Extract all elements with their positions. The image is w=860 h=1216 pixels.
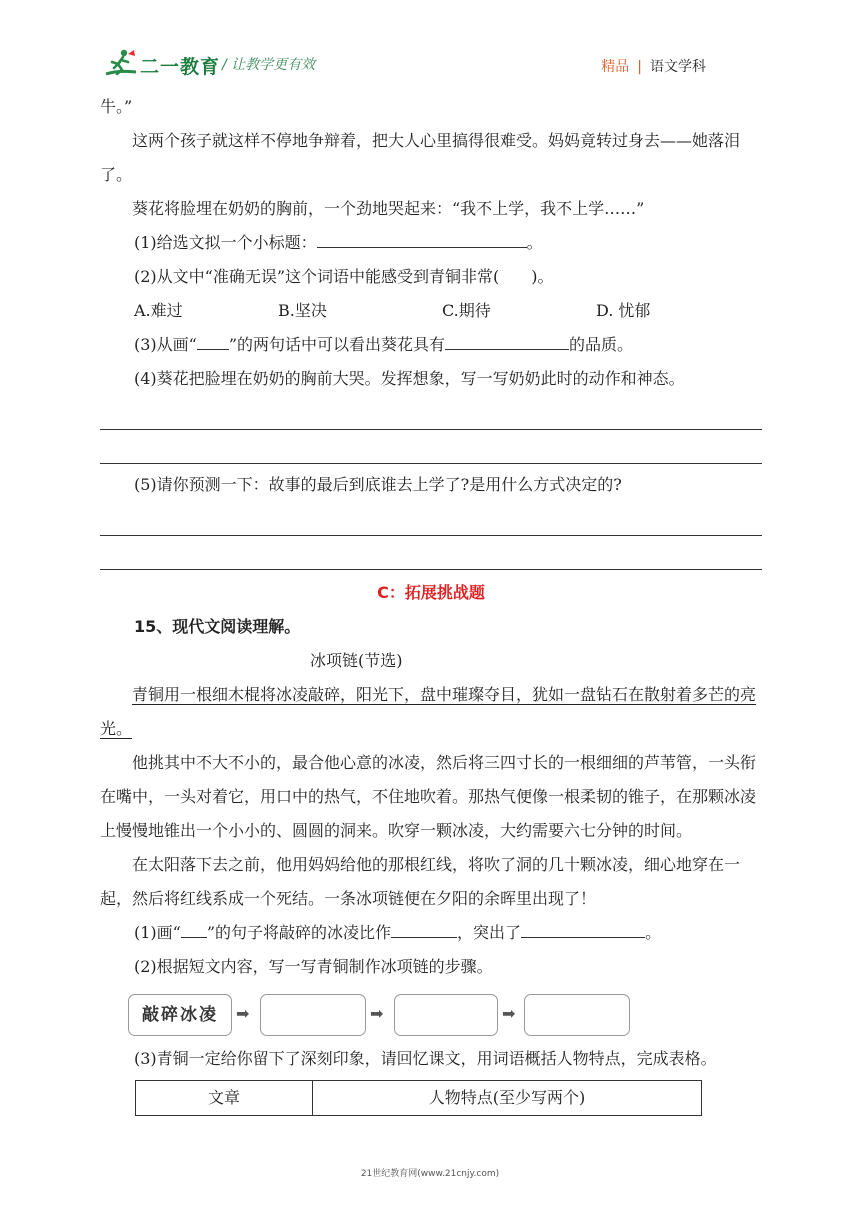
underline-mark — [181, 919, 207, 938]
question-15-3: (3)青铜一定给你留下了深刻印象，请回忆课文，用词语概括人物特点，完成表格。 — [134, 1049, 717, 1068]
passage-paragraph: 葵花将脸埋在奶奶的胸前，一个劲地哭起来：“我不上学，我不上学……” — [132, 199, 645, 218]
arrow-right-icon: ➡ — [502, 1004, 516, 1023]
answer-line[interactable] — [100, 502, 762, 536]
step-box-2[interactable] — [260, 994, 366, 1036]
worksheet-content — [100, 90, 762, 1116]
arrow-right-icon: ➡ — [370, 1004, 384, 1023]
slogan: / 让教学更有效 — [222, 57, 316, 73]
punctuation: 。 — [645, 923, 662, 942]
underlined-sentence: 青铜用一根细木棍将冰凌敲碎，阳光下，盘中璀璨夺目，犹如一盘钻石在散射着多芒的亮光。 — [100, 685, 757, 738]
passage-line: 牛。” — [100, 97, 133, 116]
header-separator: | — [637, 59, 642, 75]
option-d[interactable]: D. 忧郁 — [596, 301, 651, 320]
question-text: 的品质。 — [569, 335, 634, 354]
step-box-3[interactable] — [394, 994, 498, 1036]
question-14-4: (4)葵花把脸埋在奶奶的胸前大哭。发挥想象，写一写奶奶此时的动作和神态。 — [134, 369, 685, 388]
question-14-1 — [100, 226, 762, 260]
table-header-cell: 文章 — [136, 1081, 313, 1116]
subject-label: 语文学科 — [650, 59, 706, 75]
header-right — [601, 56, 706, 76]
table-header-row — [136, 1081, 702, 1116]
answer-line[interactable] — [100, 536, 762, 570]
step-box-4[interactable] — [524, 994, 630, 1036]
answer-blank[interactable] — [391, 919, 457, 938]
question-15-2: (2)根据短文内容，写一写青铜制作冰项链的步骤。 — [134, 957, 493, 976]
page-header — [0, 0, 860, 88]
question-text: (3)从画“ — [134, 335, 197, 354]
answer-line[interactable] — [100, 396, 762, 430]
question-text: (1)画“ — [134, 923, 181, 942]
underline-mark — [197, 331, 229, 350]
table-header-cell: 人物特点(至少写两个) — [313, 1081, 702, 1116]
arrow-right-icon: ➡ — [236, 1004, 250, 1023]
passage-subtitle: 冰项链(节选) — [310, 651, 403, 670]
question-text: ”的两句话中可以看出葵花具有 — [228, 335, 446, 354]
question-text: ，突出了 — [457, 923, 522, 942]
section-c-heading: C：拓展挑战题 — [377, 583, 485, 602]
question-15-1 — [100, 916, 762, 950]
answer-blank[interactable] — [317, 229, 527, 248]
question-text: (1)给选文拟一个小标题： — [134, 233, 317, 252]
question-14-2: (2)从文中“准确无误”这个词语中能感受到青铜非常( )。 — [134, 267, 554, 286]
character-table — [135, 1080, 702, 1116]
question-text: ”的句子将敲碎的冰凌比作 — [206, 923, 392, 942]
page-footer: 21世纪教育网(www.21cnjy.com) — [360, 1169, 500, 1179]
question-14-3 — [100, 328, 762, 362]
runner-logo-icon — [104, 48, 138, 78]
jingpin-label: 精品 — [601, 59, 630, 75]
answer-blank[interactable] — [445, 331, 569, 350]
question-14-5: (5)请你预测一下：故事的最后到底谁去上学了?是用什么方式决定的? — [134, 475, 622, 494]
option-a[interactable]: A.难过 — [134, 301, 183, 320]
option-c[interactable]: C.期待 — [442, 301, 491, 320]
logo-text: 二一教育 — [140, 56, 221, 78]
options-row — [100, 294, 762, 328]
passage-paragraph: 这两个孩子就这样不停地争辩着，把大人心里搞得很难受。妈妈竟转过身去——她落泪了。 — [100, 131, 741, 184]
answer-line[interactable] — [100, 430, 762, 464]
answer-blank[interactable] — [521, 919, 645, 938]
punctuation: 。 — [526, 233, 543, 252]
passage-paragraph: 在太阳落下去之前，他用妈妈给他的那根红线，将吹了洞的几十颗冰凌，细心地穿在一起，然后将红线系成一个死结。一条冰项链便在夕阳的余晖里出现了！ — [100, 855, 741, 908]
step-box-1: 敲碎冰凌 — [128, 994, 232, 1036]
steps-diagram — [100, 990, 762, 1042]
option-b[interactable]: B.坚决 — [278, 301, 327, 320]
question-15-title: 15、现代文阅读理解。 — [134, 617, 301, 636]
passage-paragraph: 他挑其中不大不小的，最合他心意的冰凌，然后将三四寸长的一根细细的芦苇管，一头衔在嘴中，一头对着它，用口中的热气，不住地吹着。那热气便像一根柔韧的锥子，在那颗冰凌上慢慢地锥出一个小小的、圆圆的洞来。吹穿一颗冰凌，大约需要六七分钟的时间。 — [100, 753, 757, 840]
